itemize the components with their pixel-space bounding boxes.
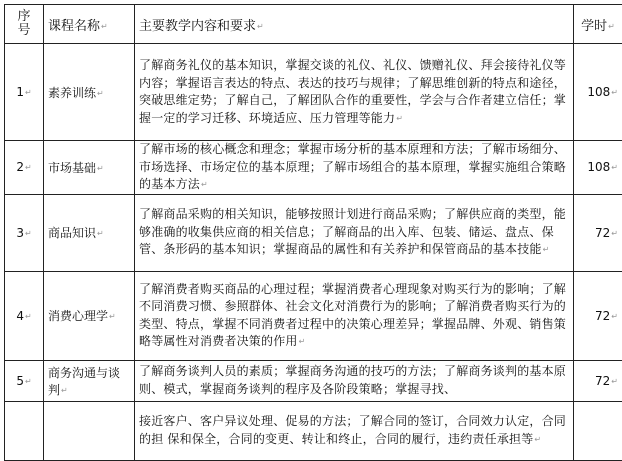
table-row xyxy=(5,141,622,195)
cell-no: 2↵ xyxy=(5,141,44,195)
header-hours: 学时↵ xyxy=(574,5,622,44)
cell-course-name: 素养训练↵ xyxy=(44,44,135,141)
table-row xyxy=(5,271,622,360)
table-row xyxy=(5,401,622,460)
header-no-line1: 序 xyxy=(17,9,30,24)
header-no xyxy=(5,5,44,44)
cell-content: 了解市场的核心概念和理念；掌握市场分析的基本原理和方法；了解市场细分、市场选择、市场定位的基本原理；了解市场组合的基本原理，掌握实施组合策略的基本方法↵ xyxy=(135,141,574,195)
header-content: 主要教学内容和要求↵ xyxy=(135,5,574,44)
cell-course-name: 市场基础↵ xyxy=(44,141,135,195)
cell-content: 了解商务礼仪的基本知识，掌握交谈的礼仪、礼仪、馈赠礼仪、拜会接待礼仪等内容；掌握语言表达的特点、表达的技巧与规律；了解思维创新的特点和途径，突破思维定势；了解自己，了解团队合作的重要性，学会与合作者建立信任；掌握一定的学习迁移、环境适应、压力管理等能力↵ xyxy=(135,44,574,141)
cell-content: 了解商务谈判人员的素质；掌握商务沟通的技巧的方法；了解商务谈判的基本原则、模式，掌握商务谈判的程序及各阶段策略；掌握寻找、 xyxy=(135,360,574,401)
table-row xyxy=(5,360,622,401)
cell-hours: 108↵ xyxy=(574,44,622,141)
cell-course-name xyxy=(44,401,135,460)
header-no-line2: 号 xyxy=(17,23,30,38)
cell-hours: 108↵ xyxy=(574,141,622,195)
cell-content: 了解消费者购买商品的心理过程；掌握消费者心理现象对购买行为的影响；了解不同消费习惯、参照群体、社会文化对消费行为的影响；了解消费者购买行为的类型、特点，掌握不同消费者过程中的决策心理差异；掌握品牌、外观、销售策略等属性对消费者决策的作用↵ xyxy=(135,271,574,360)
cell-course-name: 消费心理学↵ xyxy=(44,271,135,360)
course-table xyxy=(4,4,622,461)
cell-no: 1↵ xyxy=(5,44,44,141)
cell-no: 5↵ xyxy=(5,360,44,401)
cell-no xyxy=(5,401,44,460)
cell-course-name: 商品知识↵ xyxy=(44,194,135,271)
cell-no: 3↵ xyxy=(5,194,44,271)
cell-content: 接近客户、客户异议处理、促易的方法；了解合同的签订，合同效力认定，合同的担 保和保全，合同的变更、转让和终止，合同的履行，违约责任承担等↵ xyxy=(135,401,574,460)
cell-hours: 72↵ xyxy=(574,271,622,360)
header-name: 课程名称↵ xyxy=(44,5,135,44)
cell-hours: 72↵ xyxy=(574,194,622,271)
cell-content: 了解商品采购的相关知识，能够按照计划进行商品采购；了解供应商的类型，能够准确的收集供应商的相关信息；了解商品的出入库、包装、储运、盘点、保管、条形码的基本知识；掌握商品的属性和有关养护和保管商品的基本技能↵ xyxy=(135,194,574,271)
table-row xyxy=(5,194,622,271)
header-row xyxy=(5,5,622,44)
cell-course-name: 商务沟通与谈判↵ xyxy=(44,360,135,401)
cell-hours xyxy=(574,401,622,460)
table-row xyxy=(5,44,622,141)
cell-hours: 72↵ xyxy=(574,360,622,401)
cell-no: 4↵ xyxy=(5,271,44,360)
